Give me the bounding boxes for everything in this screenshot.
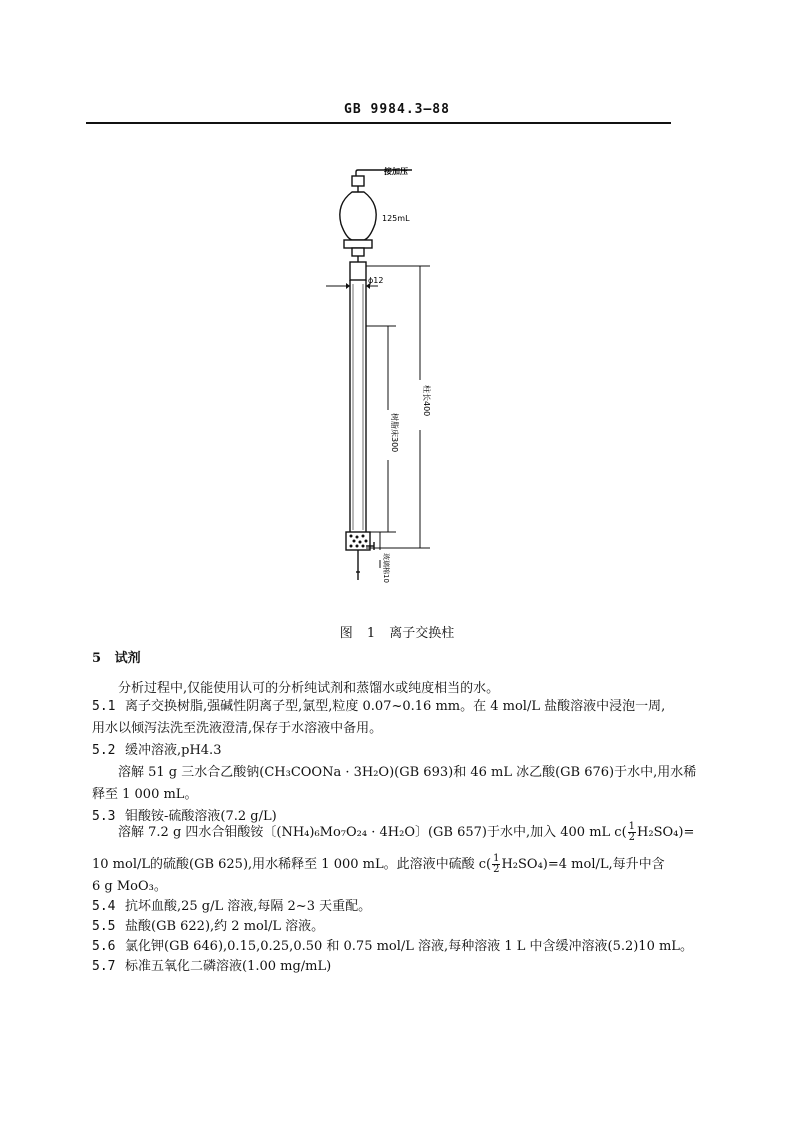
fraction [628,822,636,843]
item-number: 5.1 [92,699,116,714]
section-title: 试剂 [114,651,141,666]
item-text-continuation: 用水以倾泻法洗至洗液澄清,保存于水溶液中备用。 [92,721,383,736]
intro-paragraph: 分析过程中,仅能使用认可的分析纯试剂和蒸馏水或纯度相当的水。 [118,681,500,696]
item-text-line [92,854,665,875]
text-segment: 溶解 7.2 g 四水合钼酸铵〔(NH₄)₆Mo₇O₂₄ · 4H₂O〕(GB 657)于水中,加入 400 mL c( [118,825,627,840]
fraction [492,854,500,875]
section-heading [92,650,141,668]
column-length-label: 柱长400 [422,385,431,417]
glass-wool-label: 玻璃棉10 [382,553,390,583]
item-number: 5.5 [92,919,116,934]
pressure-label: 接加压 [384,167,408,176]
item-number: 5.6 [92,939,116,954]
standard-code-header: GB 9984.3—88 [344,102,450,117]
item-title: 缓冲溶液,pH4.3 [125,743,222,758]
figure-caption: 图 1 离子交换柱 [339,626,455,641]
ion-exchange-column-figure [300,160,500,620]
item-number: 5.2 [92,743,116,758]
fraction-denominator: 2 [493,864,500,875]
item-title: 钼酸铵-硫酸溶液(7.2 g/L) [125,809,277,824]
item-number: 5.7 [92,959,116,974]
item-text: 离子交换树脂,强碱性阴离子型,氯型,粒度 0.07~0.16 mm。在 4 mol/L 盐酸溶液中浸泡一周, [125,699,666,714]
item-text-line [118,822,694,843]
resin-bed-label: 树脂床300 [390,413,399,453]
item-number: 5.3 [92,809,116,824]
text-segment: 10 mol/L的硫酸(GB 625),用水稀释至 1 000 mL。此溶液中硫酸 c( [92,857,492,872]
section-number: 5 [92,651,102,666]
fraction-numerator: 1 [628,821,636,832]
item-text: 氯化钾(GB 646),0.15,0.25,0.50 和 0.75 mol/L 溶液,每种溶液 1 L 中含缓冲溶液(5.2)10 mL。 [125,939,693,954]
header-rule [86,122,671,124]
item-number: 5.4 [92,899,116,914]
item-text: 溶解 51 g 三水合乙酸钠(CH₃COONa · 3H₂O)(GB 693)和 46 mL 冰乙酸(GB 676)于水中,用水稀 [118,765,697,780]
text-segment: H₂SO₄)= [637,825,695,840]
volume-label: 125mL [382,214,410,223]
fraction-denominator: 2 [628,832,636,843]
item-text-continuation: 6 g MoO₃。 [92,879,167,894]
item-text: 抗坏血酸,25 g/L 溶液,每隔 2~3 天重配。 [125,899,372,914]
item-text: 标准五氧化二磷溶液(1.00 mg/mL) [125,959,332,974]
item-text: 盐酸(GB 622),约 2 mol/L 溶液。 [125,919,325,934]
diameter-label: ϕ12 [368,276,384,285]
text-segment: H₂SO₄)=4 mol/L,每升中含 [501,857,665,872]
item-text-continuation: 释至 1 000 mL。 [92,787,198,802]
fraction-numerator: 1 [493,853,500,864]
